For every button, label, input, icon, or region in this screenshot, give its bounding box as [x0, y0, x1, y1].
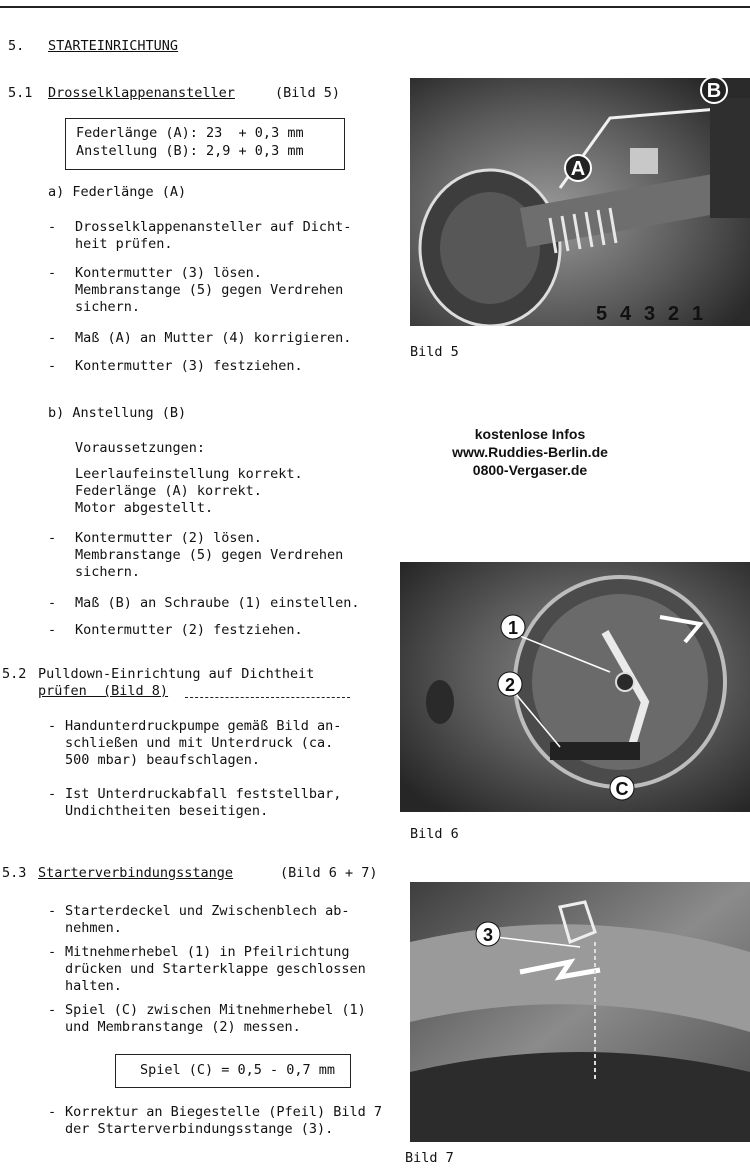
s52-item: Ist Unterdruckabfall feststellbar, Undichtheiten beseitigen. — [65, 786, 342, 819]
s51-a-item: Drosselklappenansteller auf Dicht- heit prüfen. — [75, 219, 352, 252]
s51-b-heading: b) Anstellung (B) — [48, 405, 187, 421]
s53-title: Starterverbindungsstange — [38, 865, 234, 881]
promo-line1: kostenlose Infos — [474, 426, 586, 442]
s51-a-item: Kontermutter (3) lösen. Membranstange (5) gegen Verdrehen sichern. — [75, 265, 344, 315]
bild6-photo — [400, 562, 750, 812]
bild7-photo — [410, 882, 750, 1142]
bild5-label-5: 5 — [596, 303, 608, 325]
s53-spec-box — [115, 1054, 351, 1088]
s51-number: 5.1 — [8, 85, 33, 101]
s51-spec-box — [65, 118, 345, 170]
bullet-dash: - — [48, 1104, 57, 1120]
s52-title-dashes — [185, 697, 350, 698]
bullet-dash: - — [48, 1002, 57, 1018]
bild5-caption: Bild 5 — [410, 344, 459, 360]
promo-block — [430, 425, 630, 479]
s51-a-item: Kontermutter (3) festziehen. — [75, 358, 303, 374]
section-title: STARTEINRICHTUNG — [48, 38, 179, 54]
s51-b-pre-lines: Leerlaufeinstellung korrekt. Federlänge (A) korrekt. Motor abgestellt. — [75, 466, 303, 516]
promo-line2: www.Ruddies-Berlin.de — [452, 444, 608, 460]
s51-spec-line2: Anstellung (B): 2,9 + 0,3 mm — [76, 143, 304, 159]
bullet-dash: - — [48, 595, 57, 611]
bild5-photo — [410, 78, 750, 326]
s53-item: Mitnehmerhebel (1) in Pfeilrichtung drücken und Starterklappe geschlossen halten. — [65, 944, 366, 994]
bullet-dash: - — [48, 530, 57, 546]
s51-b-pre-title: Voraussetzungen: — [75, 440, 206, 456]
s53-number: 5.3 — [2, 865, 27, 881]
s53-item: Spiel (C) zwischen Mitnehmerhebel (1) und Membranstange (2) messen. — [65, 1002, 366, 1035]
s52-title-line1: Pulldown-Einrichtung auf Dichtheit — [38, 666, 315, 682]
s53-item: Starterdeckel und Zwischenblech ab- nehmen. — [65, 903, 350, 936]
s51-b-item: Maß (B) an Schraube (1) einstellen. — [75, 595, 360, 611]
bild5-label-b: B — [706, 80, 722, 102]
bullet-dash: - — [48, 358, 57, 374]
bild5-label-2: 2 — [668, 303, 680, 325]
bullet-dash: - — [48, 622, 57, 638]
s53-ref: (Bild 6 + 7) — [280, 865, 378, 881]
s52-item: Handunterdruckpumpe gemäß Bild an- schließen und mit Unterdruck (ca. 500 mbar) beaufschlagen. — [65, 718, 342, 768]
bullet-dash: - — [48, 944, 57, 960]
s52-title-line2: prüfen (Bild 8) — [38, 683, 169, 699]
bullet-dash: - — [48, 330, 57, 346]
bild5-label-4: 4 — [620, 303, 632, 325]
section-number: 5. — [8, 38, 25, 54]
bild7-caption: Bild 7 — [405, 1150, 454, 1166]
s51-title: Drosselklappenansteller — [48, 85, 235, 101]
bild5-label-a: A — [570, 158, 586, 180]
bullet-dash: - — [48, 265, 57, 281]
promo-line3: 0800-Vergaser.de — [472, 462, 588, 478]
bild5-label-3: 3 — [644, 303, 656, 325]
bullet-dash: - — [48, 219, 57, 235]
s53-spec: Spiel (C) = 0,5 - 0,7 mm — [140, 1062, 336, 1078]
bullet-dash: - — [48, 903, 57, 919]
bild6-label-c: C — [615, 779, 629, 799]
s52-number: 5.2 — [2, 666, 27, 682]
bild5-label-1: 1 — [692, 303, 704, 325]
top-rule — [0, 6, 750, 8]
s51-a-heading: a) Federlänge (A) — [48, 184, 187, 200]
s51-b-item: Kontermutter (2) festziehen. — [75, 622, 303, 638]
bild6-caption: Bild 6 — [410, 826, 459, 842]
s53-last-item: Korrektur an Biegestelle (Pfeil) Bild 7 der Starterverbindungsstange (3). — [65, 1104, 382, 1137]
bild6-label-1: 1 — [507, 618, 519, 638]
bild6-label-2: 2 — [504, 675, 516, 695]
s51-a-item: Maß (A) an Mutter (4) korrigieren. — [75, 330, 352, 346]
bullet-dash: - — [48, 718, 57, 734]
bullet-dash: - — [48, 786, 57, 802]
bild7-label-3: 3 — [482, 925, 494, 945]
s51-b-item: Kontermutter (2) lösen. Membranstange (5) gegen Verdrehen sichern. — [75, 530, 344, 580]
s51-spec-line1: Federlänge (A): 23 + 0,3 mm — [76, 125, 304, 141]
s51-ref: (Bild 5) — [275, 85, 341, 101]
